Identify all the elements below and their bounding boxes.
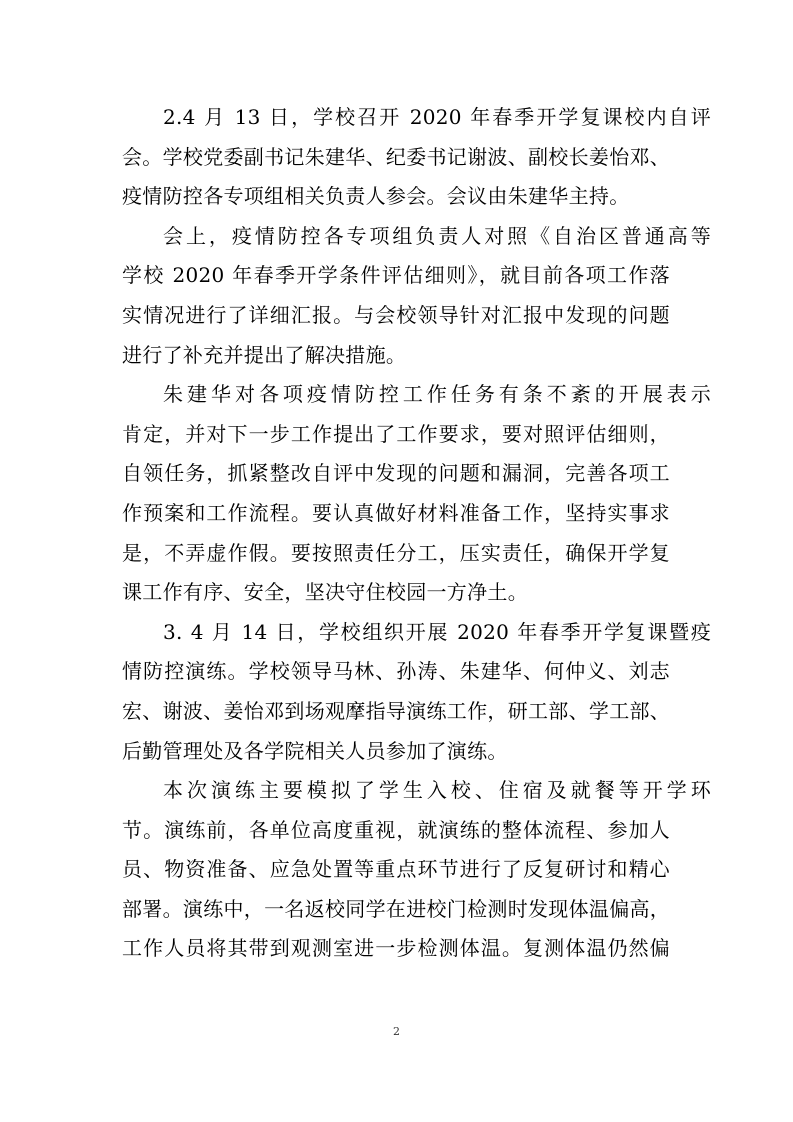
page-number: 2	[393, 1025, 400, 1038]
paragraph-5	[122, 771, 711, 969]
text-line: 员、物资准备、应急处置等重点环节进行了反复研讨和精心	[122, 857, 670, 882]
text-line: 课工作有序、安全，坚决守住校园一方净土。	[122, 580, 528, 605]
text-line: 进行了补充并提出了解决措施。	[122, 342, 407, 367]
text-line: 肯定，并对下一步工作提出了工作要求，要对照评估细则，	[122, 421, 670, 446]
text-line: 会上，疫情防控各专项组负责人对照《自治区普通高等	[163, 223, 711, 248]
text-line: 情防控演练。学校领导马林、孙涛、朱建华、何仲义、刘志	[122, 659, 670, 684]
paragraph-1	[122, 98, 711, 217]
text-line: 会。学校党委副书记朱建华、纪委书记谢波、副校长姜怡邓、	[122, 144, 671, 169]
text-line: 后勤管理处及各学院相关人员参加了演练。	[122, 738, 508, 763]
text-line: 实情况进行了详细汇报。与会校领导针对汇报中发现的问题	[122, 302, 670, 327]
text-line: 本次演练主要模拟了学生入校、住宿及就餐等开学环	[163, 778, 711, 803]
paragraph-2	[122, 217, 711, 375]
text-line: 宏、谢波、姜怡邓到场观摩指导演练工作，研工部、学工部、	[122, 698, 671, 723]
text-line: 工作人员将其带到观测室进一步检测体温。复测体温仍然偏	[122, 936, 670, 961]
paragraph-3	[122, 375, 711, 613]
document-body	[122, 98, 711, 969]
text-line: 2.4 月 13 日，学校召开 2020 年春季开学复课校内自评	[163, 105, 711, 129]
text-line: 是，不弄虚作假。要按照责任分工，压实责任，确保开学复	[122, 540, 670, 565]
text-line: 自领任务，抓紧整改自评中发现的问题和漏洞，完善各项工	[122, 461, 670, 486]
text-line: 3. 4 月 14 日，学校组织开展 2020 年春季开学复课暨疫	[163, 619, 711, 644]
text-line: 疫情防控各专项组相关负责人参会。会议由朱建华主持。	[122, 184, 630, 209]
text-line: 作预案和工作流程。要认真做好材料准备工作，坚持实事求	[122, 500, 670, 525]
text-line: 节。演练前，各单位高度重视，就演练的整体流程、参加人	[122, 817, 670, 842]
text-line: 部署。演练中，一名返校同学在进校门检测时发现体温偏高，	[122, 896, 671, 921]
text-line: 学校 2020 年春季开学条件评估细则》，就目前各项工作落	[122, 263, 670, 288]
paragraph-4	[122, 613, 711, 771]
text-line: 朱建华对各项疫情防控工作任务有条不紊的开展表示	[163, 382, 711, 407]
